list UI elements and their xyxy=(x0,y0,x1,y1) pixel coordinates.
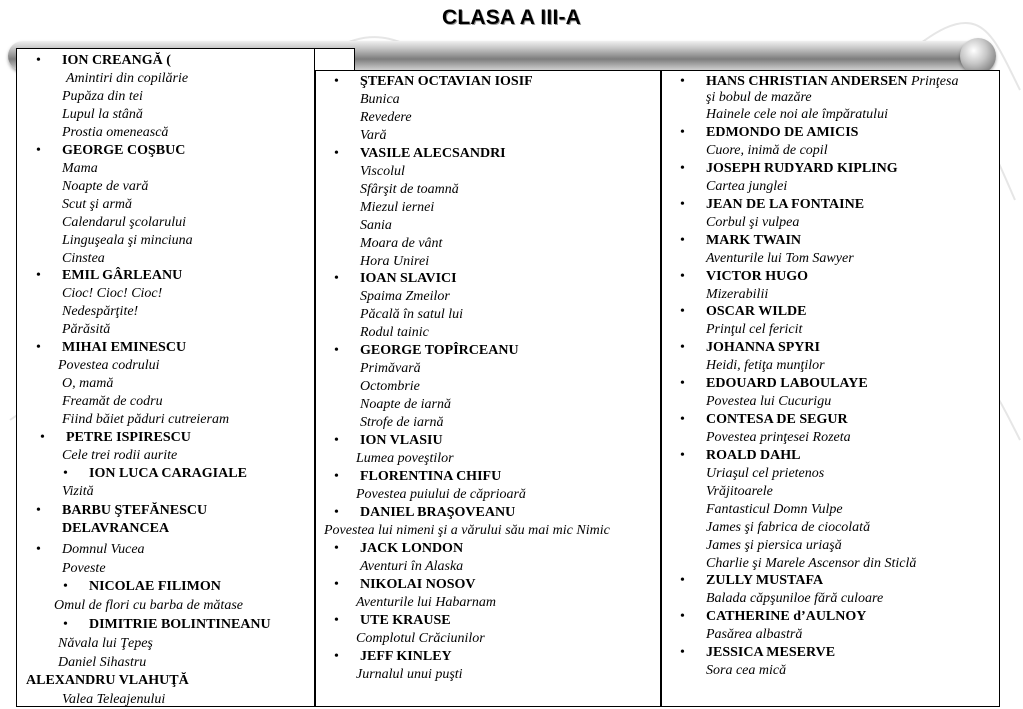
work-title: Aventurile lui Tom Sawyer xyxy=(706,251,854,266)
author-name: • GEORGE COŞBUC xyxy=(62,142,185,160)
work-title: Cuore, inimă de copil xyxy=(706,143,828,158)
author-name: • NIKOLAI NOSOV xyxy=(360,576,476,594)
work-title: Fiind băiet păduri cutreieram xyxy=(62,412,230,427)
column-romanian-authors-2 xyxy=(315,70,661,707)
author-name: • HANS CHRISTIAN ANDERSEN Prinţesa xyxy=(706,73,958,91)
work-title: Prostia omenească xyxy=(62,125,169,140)
work-title: Charlie şi Marele Ascensor din Sticlă xyxy=(706,556,917,571)
work-title: James şi fabrica de ciocolată xyxy=(706,520,871,535)
work-title: Corbul şi vulpea xyxy=(706,215,800,230)
work-title: Balada căpşuniloe fără culoare xyxy=(706,591,884,606)
work-title: Heidi, fetiţa munţilor xyxy=(706,358,825,373)
work-title: Cinstea xyxy=(62,251,105,266)
work-title: O, mamă xyxy=(62,376,114,391)
work-title: Miezul iernei xyxy=(360,200,435,215)
author-name: • IOAN SLAVICI xyxy=(360,270,457,288)
column-foreign-authors xyxy=(661,70,1000,707)
work-title: Noapte de vară xyxy=(62,179,149,194)
author-name: • ZULLY MUSTAFA xyxy=(706,572,823,590)
author-name: • ŞTEFAN OCTAVIAN IOSIF xyxy=(360,73,533,91)
work-title: Vară xyxy=(360,128,387,143)
work-title: Lupul la stână xyxy=(62,107,143,122)
work-title: Scut şi armă xyxy=(62,197,132,212)
work-title: Primăvară xyxy=(360,361,421,376)
work-title: Linguşeala şi minciuna xyxy=(62,233,193,248)
author-name: • DIMITRIE BOLINTINEANU xyxy=(89,616,271,634)
work-title: Prinţesa xyxy=(907,74,959,89)
work-title: Povestea codrului xyxy=(58,358,160,373)
work-title: Hainele cele noi ale împăratului xyxy=(706,107,888,122)
work-title: Octombrie xyxy=(360,379,420,394)
work-title: Nedespărţite! xyxy=(62,304,139,319)
work-title: Calendarul şcolarului xyxy=(62,215,187,230)
work-title: Poveste xyxy=(62,561,106,576)
work-title: Jurnalul unui puşti xyxy=(356,667,463,682)
decorative-bar-knob xyxy=(960,38,996,74)
author-name: • FLORENTINA CHIFU xyxy=(360,468,501,486)
work-title: Uriaşul cel prietenos xyxy=(706,466,825,481)
work-title: Sania xyxy=(360,218,392,233)
author-name: • GEORGE TOPÎRCEANU xyxy=(360,342,519,360)
column-romanian-authors-1 xyxy=(16,48,315,707)
work-title: Mizerabilii xyxy=(706,287,769,302)
work-title: Lumea poveştilor xyxy=(356,451,454,466)
work-title: Aventurile lui Habarnam xyxy=(356,595,496,610)
work-title: Viscolul xyxy=(360,164,405,179)
author-name: • ROALD DAHL xyxy=(706,447,801,465)
author-name: • ION VLASIU xyxy=(360,432,443,450)
work-title: Fantasticul Domn Vulpe xyxy=(706,502,843,517)
work-title: Valea Teleajenului xyxy=(62,692,166,707)
work-title: Părăsită xyxy=(62,322,111,337)
work-title: Prinţul cel fericit xyxy=(706,322,803,337)
work-title: Aventuri în Alaska xyxy=(360,559,464,574)
work-title: Complotul Crăciunilor xyxy=(356,631,485,646)
work-title: Bunica xyxy=(360,92,400,107)
author-name: • DANIEL BRAŞOVEANU xyxy=(360,504,515,522)
work-title: Cartea junglei xyxy=(706,179,788,194)
author-name: • UTE KRAUSE xyxy=(360,612,451,630)
work-title: Rodul tainic xyxy=(360,325,429,340)
author-name: DELAVRANCEA xyxy=(62,521,170,536)
author-name: • EDMONDO DE AMICIS xyxy=(706,124,858,142)
work-title: Mama xyxy=(62,161,98,176)
author-name: • JOSEPH RUDYARD KIPLING xyxy=(706,160,898,178)
work-title: Revedere xyxy=(360,110,412,125)
work-title: Hora Unirei xyxy=(360,254,430,269)
author-name: • VASILE ALECSANDRI xyxy=(360,145,506,163)
work-title: Freamăt de codru xyxy=(62,394,163,409)
author-name: • JACK LONDON xyxy=(360,540,463,558)
author-name: • JEAN DE LA FONTAINE xyxy=(706,196,864,214)
author-name: • MIHAI EMINESCU xyxy=(62,339,186,357)
author-name: • ION LUCA CARAGIALE xyxy=(89,465,247,483)
author-name: • JEFF KINLEY xyxy=(360,648,452,666)
work-title: Daniel Sihastru xyxy=(58,655,147,670)
author-name: • BARBU ŞTEFĂNESCU xyxy=(62,502,207,520)
work-title: Pupăza din tei xyxy=(62,89,143,104)
author-name: • EMIL GÂRLEANU xyxy=(62,267,182,285)
author-name: • CONTESA DE SEGUR xyxy=(706,411,848,429)
work-title: Păcală în satul lui xyxy=(360,307,464,322)
author-name: ALEXANDRU VLAHUŢĂ xyxy=(26,673,189,688)
author-name: • OSCAR WILDE xyxy=(706,303,807,321)
author-name: • JOHANNA SPYRI xyxy=(706,339,820,357)
work-title: • Domnul Vucea xyxy=(62,541,145,559)
work-title: Povestea puiului de căprioară xyxy=(356,487,526,502)
author-name: • ION CREANGĂ ( xyxy=(62,52,171,70)
work-title: Sora cea mică xyxy=(706,663,787,678)
author-name: • EDOUARD LABOULAYE xyxy=(706,375,868,393)
work-title: James şi piersica uriaşă xyxy=(706,538,842,553)
work-title: Amintiri din copilărie xyxy=(66,71,189,86)
page-title: CLASA A III-A xyxy=(441,6,582,29)
work-title: Vizită xyxy=(62,484,94,499)
work-title: Povestea lui Cucurigu xyxy=(706,394,832,409)
work-title: Sfârşit de toamnă xyxy=(360,182,459,197)
author-name: • VICTOR HUGO xyxy=(706,268,808,286)
author-name: • CATHERINE d’AULNOY xyxy=(706,608,866,626)
author-name: • JESSICA MESERVE xyxy=(706,644,835,662)
work-title: Povestea lui nimeni şi a vărului său mai mic Nimic xyxy=(324,523,610,538)
work-title: Moara de vânt xyxy=(360,236,443,251)
work-title: Vrăjitoarele xyxy=(706,484,773,499)
author-name: • MARK TWAIN xyxy=(706,232,801,250)
work-title: Povestea prinţesei Rozeta xyxy=(706,430,851,445)
author-name: • NICOLAE FILIMON xyxy=(89,578,221,596)
work-title: Cioc! Cioc! Cioc! xyxy=(62,286,163,301)
work-title: Spaima Zmeilor xyxy=(360,289,450,304)
work-title: Noapte de iarnă xyxy=(360,397,451,412)
work-title: Strofe de iarnă xyxy=(360,415,444,430)
work-title: Pasărea albastră xyxy=(706,627,803,642)
work-title: şi bobul de mazăre xyxy=(706,90,812,105)
author-name: • PETRE ISPIRESCU xyxy=(66,429,191,447)
work-title: Năvala lui Ţepeş xyxy=(58,636,153,651)
work-title: Cele trei rodii aurite xyxy=(62,448,178,463)
work-title: Omul de flori cu barba de mătase xyxy=(54,598,243,613)
